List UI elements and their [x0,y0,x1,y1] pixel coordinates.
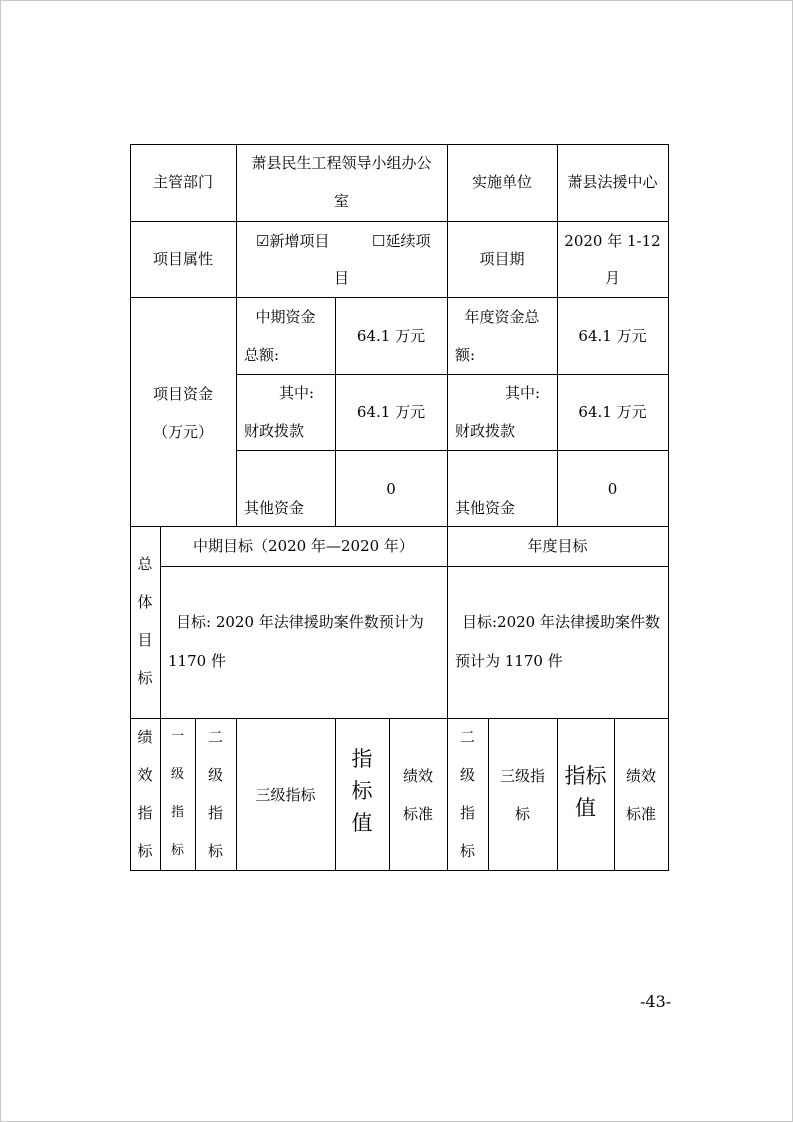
period-label: 项目期 [479,250,525,268]
perf-value-header: 指 标 值 [351,747,373,835]
perf-value-b-header: 指标 值 [564,764,607,820]
mid-other-label: 其他资金 [244,499,305,517]
year-total-label-line1: 年度资金总 [464,308,540,326]
period-line2: 月 [604,269,620,287]
unit-value: 萧县法援中心 [567,173,658,191]
year-total-value: 64.1 万元 [578,327,647,345]
mid-fin-value: 64.1 万元 [356,403,426,421]
attr-label: 项目属性 [152,250,213,268]
mid-total-label-line2: 总额: [244,346,280,364]
attr-new-checkbox[interactable]: ☑新增项目 [256,232,330,250]
funds-label-line1: 项目资金 [152,385,213,403]
goals-side-label: 总 体 目 标 [137,555,153,687]
perf-level1-header: 一 级 指 标 [170,729,184,858]
perf-standard-b-header: 绩效 标准 [625,767,656,823]
attr-continue-checkbox[interactable]: ☐延续项 [372,232,431,250]
perf-level3-header: 三级指标 [255,786,316,804]
year-other-label: 其他资金 [455,499,516,517]
mid-goal-text-line2: 1170 件 [168,652,226,670]
year-goal-header: 年度目标 [527,537,588,555]
attr-continue-tail: 目 [333,269,349,287]
year-total-label-line2: 额: [455,346,476,364]
department-value-line1: 萧县民生工程领导小组办公 [251,154,432,172]
mid-total-label-line1: 中期资金 [255,308,316,326]
department-value-line2: 室 [333,192,349,210]
year-fin-label-line2: 财政拨款 [455,422,516,440]
unit-label: 实施单位 [471,173,532,191]
year-other-value: 0 [607,480,618,498]
perf-level2b-header: 二 级 指 标 [459,728,475,860]
perf-level2-header: 二 级 指 标 [207,728,223,860]
mid-goal-text-line1: 目标: 2020 年法律援助案件数预计为 [176,613,424,631]
mid-total-value: 64.1 万元 [356,327,426,345]
mid-goal-header: 中期目标（2020 年—2020 年） [193,537,414,555]
mid-fin-label-line2: 财政拨款 [244,422,305,440]
perf-standard-header: 绩效 标准 [402,767,433,823]
year-fin-value: 64.1 万元 [578,403,647,421]
mid-fin-label-line1: 其中: [279,384,315,402]
page-number: -43- [640,992,672,1011]
year-fin-label-line1: 其中: [505,384,541,402]
department-label: 主管部门 [152,173,213,191]
perf-level3b-header: 三级指 标 [499,767,545,823]
year-goal-text-line1: 目标:2020 年法律援助案件数 [462,613,660,631]
year-goal-text-line2: 预计为 1170 件 [455,652,563,670]
funds-label-line2: （万元） [152,423,213,441]
perf-side-label: 绩 效 指 标 [137,728,153,860]
mid-other-value: 0 [386,480,396,498]
period-line1: 2020 年 1-12 [564,232,661,250]
